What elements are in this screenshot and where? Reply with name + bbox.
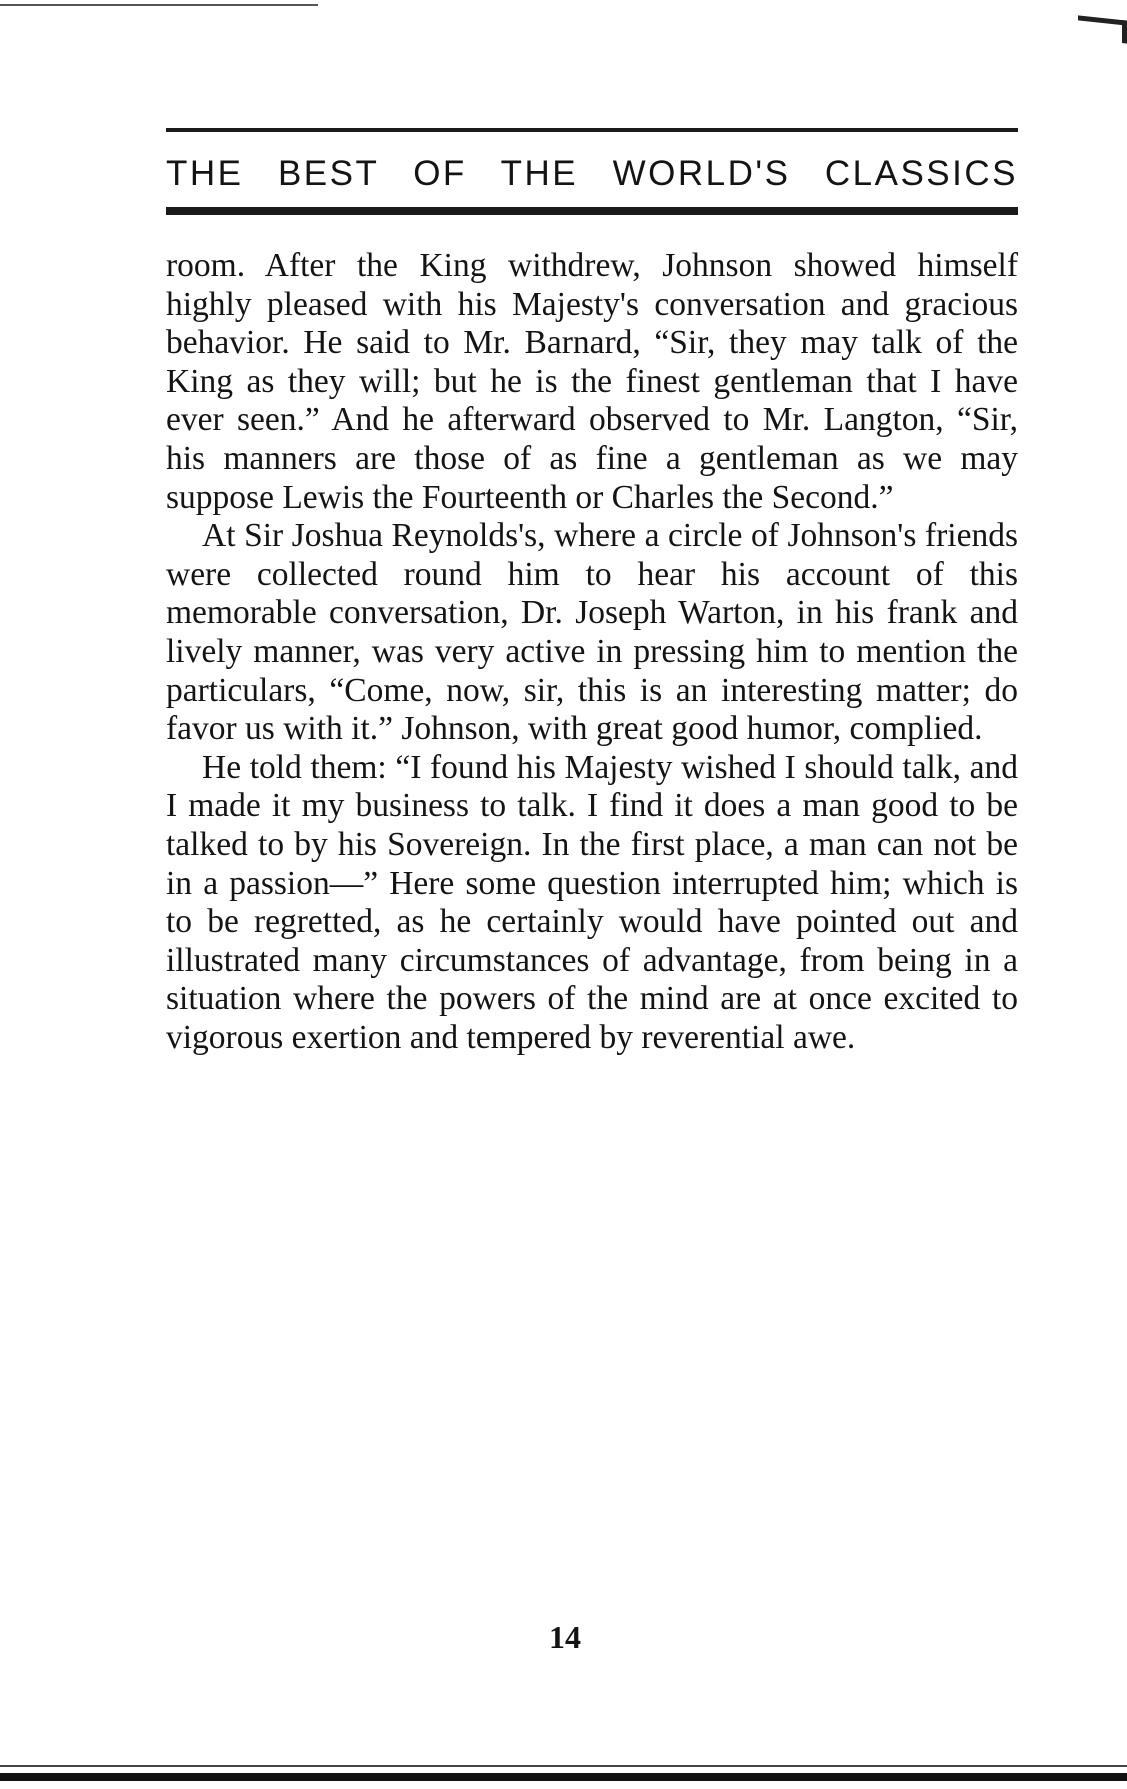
paragraph-3: He told them: “I found his Majesty wished I should talk, and I made it my business to talk. I find it does a man good to be talked to by his Sovereign. In the first place, a man can not be in a passion—” Here some question interrupted him; which is to be regretted, as he certainly would have pointed out and illustrated many circumstances of advantage, from being in a situation where the powers of the mind are at once excited to vigorous exertion and tempered by reverential awe. — [166, 748, 1018, 1056]
paragraph-2: At Sir Joshua Reynolds's, where a circle of Johnson's friends were collected round him to hear his account of this memorable conversation, Dr. Joseph Warton, in his frank and lively manner, was very active in pressing him to mention the particulars, “Come, now, sir, this is an interesting matter; do favor us with it.” Johnson, with great good humor, complied. — [166, 517, 1018, 748]
page-header — [166, 128, 1018, 215]
header-rule-top — [166, 128, 1018, 132]
scan-edge-line — [0, 4, 318, 6]
running-head: THE BEST OF THE WORLD'S CLASSICS — [166, 154, 1018, 193]
page-number: 14 — [549, 1619, 581, 1655]
bottom-rule-thin — [0, 1765, 1127, 1767]
bottom-rule — [0, 1773, 1127, 1781]
page-corner-mark — [1078, 15, 1127, 43]
header-rule-bottom — [166, 207, 1018, 215]
body-text — [166, 247, 1018, 1057]
paragraph-1: room. After the King withdrew, Johnson showed himself highly pleased with his Majesty's conversation and gracious behavior. He said to Mr. Barnard, “Sir, they may talk of the King as they will; but he is the finest gentleman that I have ever seen.” And he afterward observed to Mr. Langton, “Sir, his manners are those of as fine a gentleman as we may suppose Lewis the Fourteenth or Charles the Second.” — [166, 247, 1018, 516]
